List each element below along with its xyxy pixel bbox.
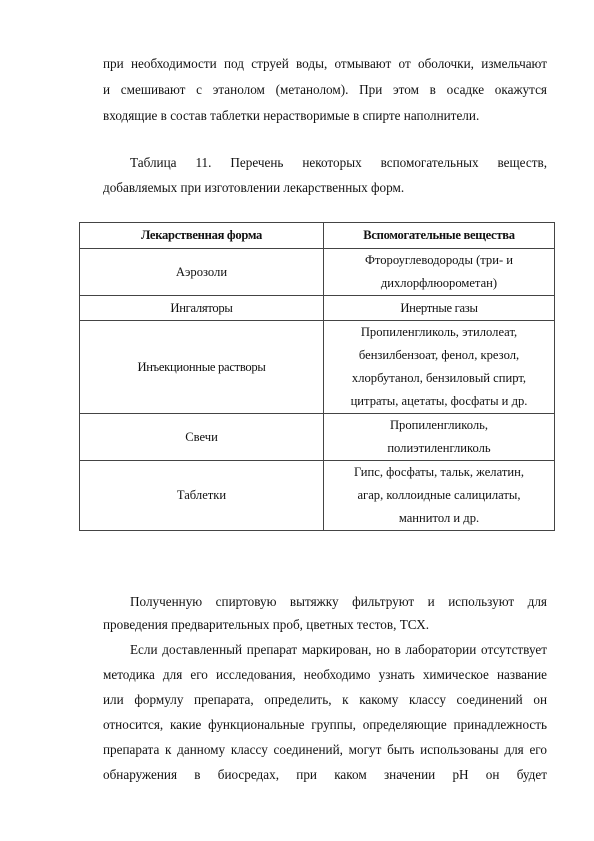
- intro-line: при необходимости под струей воды, отмывают от оболочки, измельчают: [103, 56, 547, 71]
- body-line: Полученную спиртовую вытяжку фильтруют и используют для: [130, 594, 547, 609]
- auxiliary-substances-table: [79, 222, 555, 531]
- intro-line: входящие в состав таблетки нерастворимые в спирте наполнители.: [103, 108, 480, 123]
- substances-line: агар, коллоидные салицилаты,: [357, 488, 521, 502]
- substances-line: бензилбензоат, фенол, крезол,: [358, 348, 520, 362]
- table-row: [80, 321, 555, 414]
- table-header-row: [80, 223, 555, 249]
- body-line: Если доставленный препарат маркирован, но в лаборатории отсутствует: [130, 642, 547, 657]
- caption-line: Таблица 11. Перечень некоторых вспомогательных веществ,: [130, 155, 547, 170]
- body-line: методика для его исследования, необходимо узнать химическое название: [103, 667, 547, 682]
- column-header-form: Лекарственная форма: [80, 223, 324, 249]
- form-cell: Таблетки: [80, 461, 324, 531]
- substances-cell: [324, 414, 555, 461]
- substances-line: Пропиленгликоль, этилолеат,: [360, 325, 518, 339]
- substances-line: Фтороуглеводороды (три- и: [364, 253, 514, 267]
- table-row: [80, 461, 555, 531]
- body-line: проведения предварительных проб, цветных тестов, ТСХ.: [103, 617, 430, 632]
- form-cell: Ингаляторы: [80, 296, 324, 321]
- column-header-substances: Вспомогательные вещества: [324, 223, 555, 249]
- substances-line: полиэтиленгликоль: [387, 441, 491, 455]
- table-row: [80, 414, 555, 461]
- substances-cell: [324, 249, 555, 296]
- body-line: препарата к данному классу соединений, могут быть использованы для его: [103, 742, 547, 757]
- intro-line: и смешивают с этанолом (метанолом). При этом в осадке окажутся: [103, 82, 547, 97]
- substances-cell: [324, 461, 555, 531]
- substances-line: цитраты, ацетаты, фосфаты и др.: [350, 394, 528, 408]
- substances-line: маннитол и др.: [398, 511, 480, 525]
- substances-line: дихлорфлюорометан): [380, 276, 498, 290]
- substances-line: Гипс, фосфаты, тальк, желатин,: [354, 465, 524, 479]
- form-cell: Свечи: [80, 414, 324, 461]
- table-row: [80, 296, 555, 321]
- body-line: относится, какие функциональные группы, определяющие принадлежность: [103, 717, 547, 732]
- caption-line: добавляемых при изготовлении лекарственных форм.: [103, 180, 405, 195]
- substances-cell: Инертные газы: [324, 296, 555, 321]
- body-line: или формулу препарата, определить, к какому классу соединений он: [103, 692, 547, 707]
- substances-line: Пропиленгликоль,: [389, 418, 489, 432]
- substances-cell: [324, 321, 555, 414]
- form-cell: Аэрозоли: [80, 249, 324, 296]
- body-line: обнаружения в биосредах, при каком значении pH он будет: [103, 767, 547, 782]
- form-cell: Инъекционные растворы: [80, 321, 324, 414]
- substances-line: хлорбутанол, бензиловый спирт,: [351, 371, 527, 385]
- table-row: [80, 249, 555, 296]
